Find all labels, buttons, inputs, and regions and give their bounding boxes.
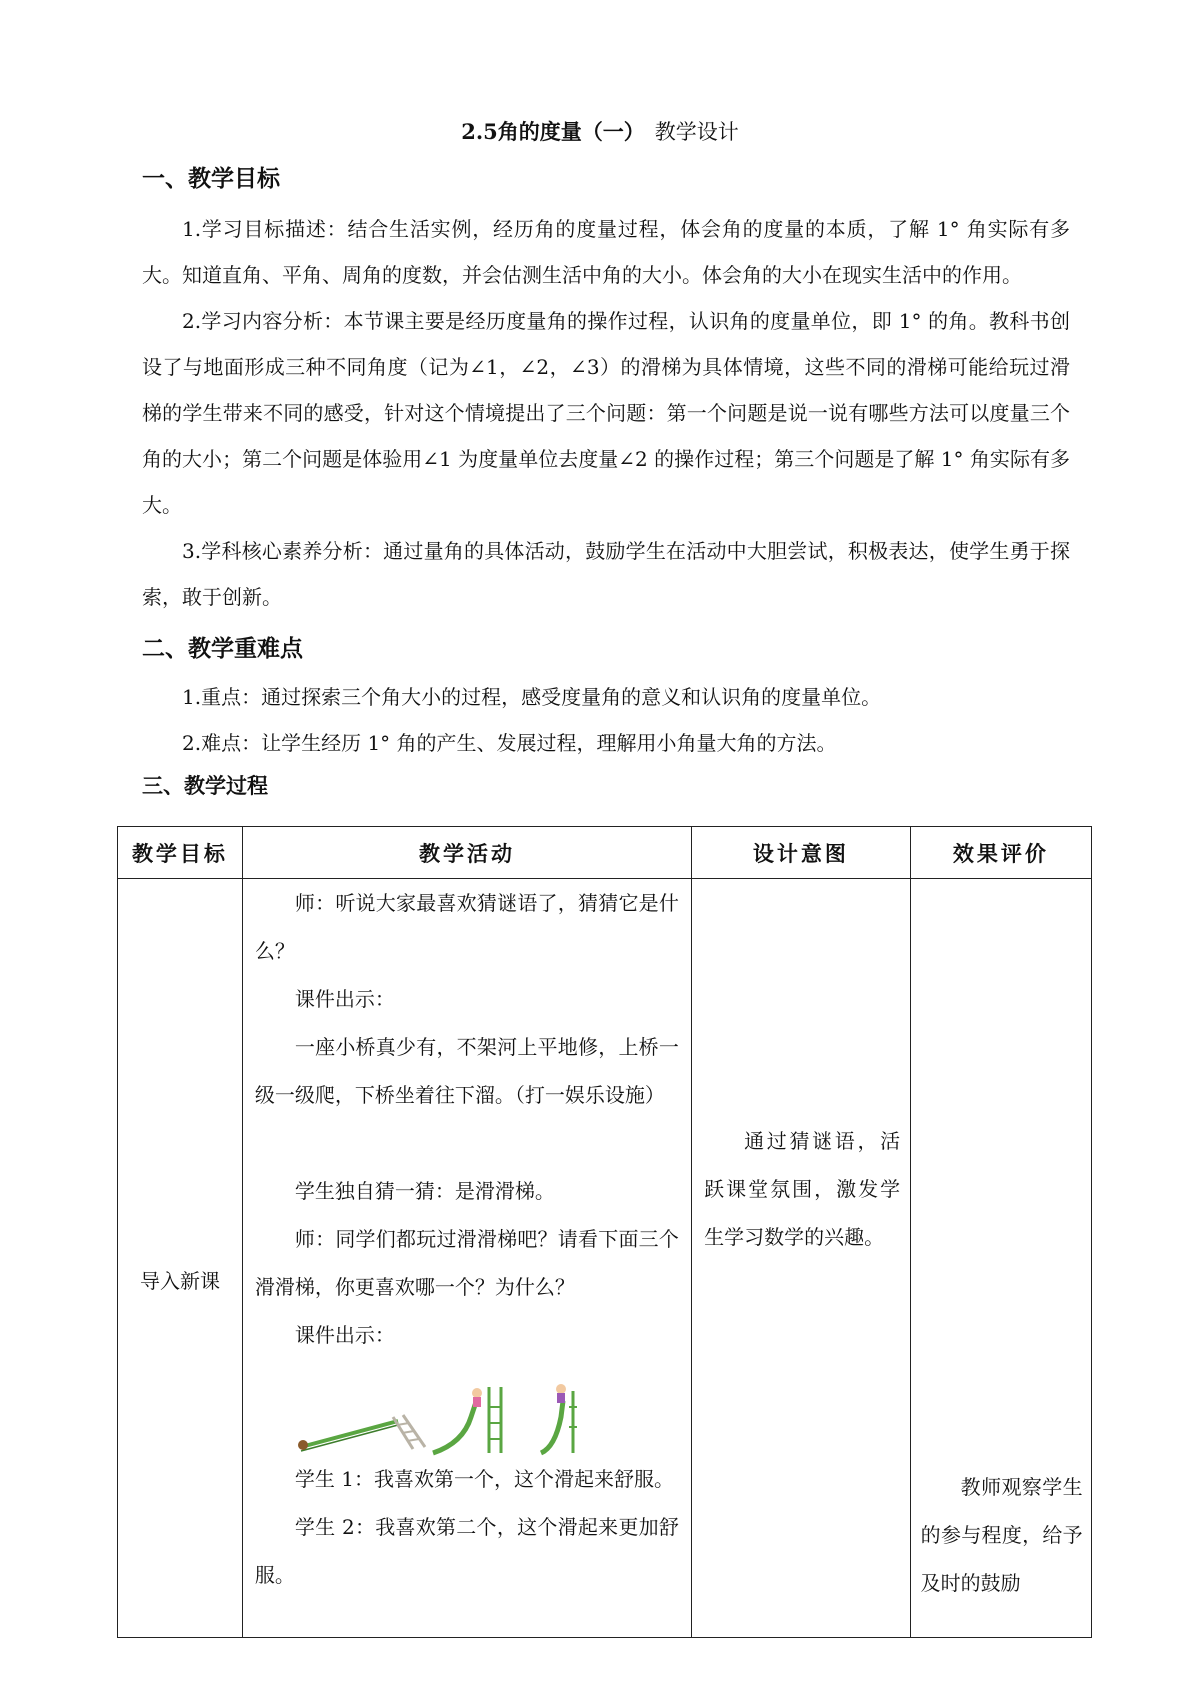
cell-goal [118, 879, 243, 1638]
slides-illustration [293, 1377, 613, 1457]
activity-line: 师：听说大家最喜欢猜谜语了，猜猜它是什么？ [254, 891, 679, 963]
table-row [118, 879, 1092, 1638]
cell-activity [242, 879, 691, 1638]
slide-1-icon [298, 1415, 425, 1451]
activity-line: 课件出示： [294, 987, 395, 1011]
section-heading-goals: 一、教学目标 [142, 165, 280, 192]
paragraph-goal-description: 1.学习目标描述：结合生活实例，经历角的度量过程，体会角的度量的本质，了解 1° 角实际有多大。知道直角、平角、周角的度数，并会估测生活中角的大小。体会角的大小在现实生活中的作用。 [142, 217, 1070, 287]
header-intent: 设计意图 [692, 827, 911, 879]
header-goal: 教学目标 [118, 827, 243, 879]
title-number: 2.5 [461, 119, 498, 144]
activity-line: 课件出示： [294, 1323, 395, 1347]
slide-2-icon [433, 1387, 501, 1453]
title-main: 角的度量（一） [497, 119, 645, 144]
slide-3-icon [541, 1384, 577, 1453]
intent-text: 通过猜谜语，活跃课堂氛围，激发学生学习数学的兴趣。 [704, 1129, 901, 1249]
paragraph-content-analysis: 2.学习内容分析：本节课主要是经历度量角的操作过程，认识角的度量单位，即 1° 的角。教科书创设了与地面形成三种不同角度（记为∠1，∠2，∠3）的滑梯为具体情境，这些不同的滑梯可能给玩过滑梯的学生带来不同的感受，针对这个情境提出了三个问题：第一个问题是说一说有哪些方法可以度量三个角的大小；第二个问题是体验用∠1 为度量单位去度量∠2 的操作过程；第三个问题是了解 1° 角实际有多大。 [142, 309, 1070, 517]
goal-text: 导入新课 [140, 1269, 220, 1293]
paragraph-key-point: 1.重点：通过探索三个角大小的过程，感受度量角的意义和认识角的度量单位。 [182, 685, 882, 709]
activity-line: 师：同学们都玩过滑滑梯吧？请看下面三个滑滑梯，你更喜欢哪一个？为什么？ [254, 1227, 679, 1299]
paragraph-difficult-point: 2.难点：让学生经历 1° 角的产生、发展过程，理解用小角量大角的方法。 [182, 731, 837, 755]
evaluation-text: 教师观察学生的参与程度，给予及时的鼓励 [920, 1475, 1083, 1595]
header-activity: 教学活动 [242, 827, 691, 879]
cell-intent [692, 879, 911, 1638]
cell-evaluation [910, 879, 1091, 1638]
document-title [0, 116, 1200, 146]
activity-line: 学生独自猜一猜：是滑滑梯。 [294, 1179, 555, 1203]
section-heading-process: 三、教学过程 [142, 773, 268, 798]
paragraph-core-literacy: 3.学科核心素养分析：通过量角的具体活动，鼓励学生在活动中大胆尝试，积极表达，使学生勇于探索，敢于创新。 [142, 539, 1070, 609]
activity-line: 学生 1：我喜欢第一个，这个滑起来舒服。 [294, 1467, 674, 1491]
activity-line: 学生 2：我喜欢第二个，这个滑起来更加舒服。 [254, 1515, 679, 1587]
activity-line: 一座小桥真少有，不架河上平地修，上桥一级一级爬，下桥坐着往下溜。（打一娱乐设施） [254, 1035, 679, 1107]
teaching-process-table [117, 826, 1092, 1638]
table-header-row [118, 827, 1092, 879]
title-sub: 教学设计 [654, 120, 739, 144]
header-evaluation: 效果评价 [910, 827, 1091, 879]
section-heading-key-points: 二、教学重难点 [142, 635, 303, 662]
